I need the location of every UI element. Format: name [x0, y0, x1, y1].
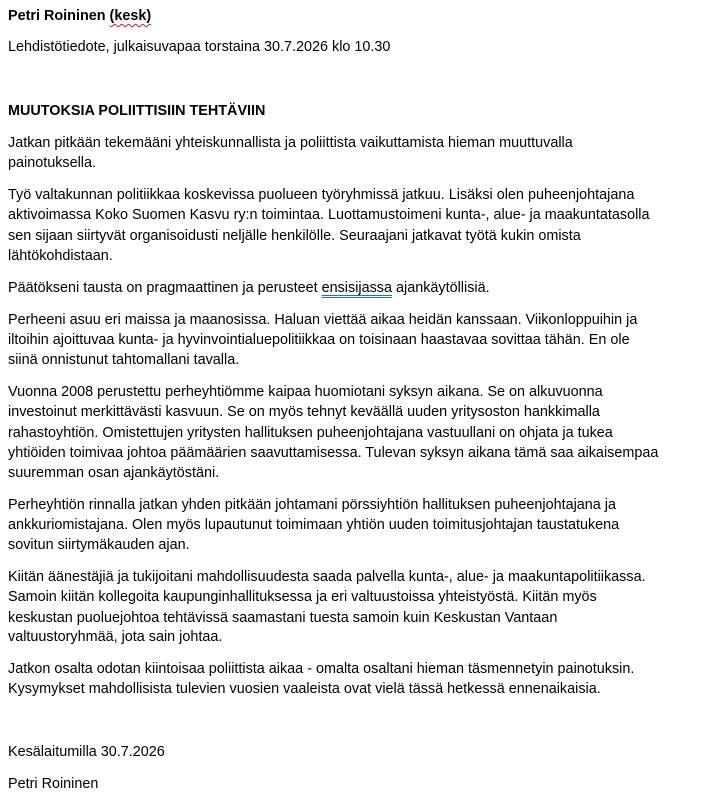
- paragraph-line: Kiitän äänestäjiä ja tukijoitani mahdollisuudesta saada palvella kunta-, alue- ja maakuntapolitiikassa.: [8, 569, 646, 585]
- document-title: MUUTOKSIA POLIITTISIIN TEHTÄVIIN: [8, 103, 266, 119]
- paragraph-line: yhtiöiden toimivaa johtoa päämäärien saavuttamisessa. Tulevan syksyn aikana tämä saa aikaisempaa: [8, 445, 659, 461]
- paragraph-text: ajankäytöllisiä.: [392, 280, 490, 296]
- paragraph-line: suuremman osan ajankäytöstäni.: [8, 465, 220, 481]
- paragraph-line: sovitun siirtymäkauden ajan.: [8, 537, 190, 553]
- paragraph-line: keskustan puoluejohtoa tehtävissä saamastani tuesta samoin kuin Keskustan Vantaan: [8, 610, 558, 626]
- paragraph-line: sen sijaan siirtyvät organisoidusti neljälle henkilölle. Seuraajani jatkavat työtä kukin omista: [8, 228, 581, 244]
- party-abbreviation: (kesk): [109, 8, 152, 24]
- paragraph-line: valtuustoryhmää, jota sain johtaa.: [8, 629, 223, 645]
- signature: Petri Roininen: [8, 776, 99, 792]
- paragraph-line: aktivoimassa Koko Suomen Kasvu ry:n toimintaa. Luottamustoimeni kunta-, alue- ja maakuntatasolla: [8, 207, 650, 223]
- paragraph-line: Jatkan pitkään tekemääni yhteiskunnallista ja poliittista vaikuttamista hieman muuttuvalla: [8, 135, 573, 151]
- paragraph-line: rahastoyhtiön. Omistettujen yritysten hallituksen puheenjohtajana vastuullani on ohjata ja tukea: [8, 425, 613, 441]
- paragraph-line: investoinut merkittävästi kasvuun. Se on myös tehnyt keväällä uuden yritysoston hankkimalla: [8, 404, 600, 420]
- place-and-date: Kesälaitumilla 30.7.2026: [8, 744, 165, 760]
- author-line: [8, 6, 151, 26]
- paragraph-line: Perheyhtiön rinnalla jatkan yhden pitkään johtamani pörssiyhtiön hallituksen puheenjohtajana ja: [8, 497, 617, 513]
- paragraph-line: Samoin kiitän kollegoita kaupunginhallituksessa ja eri valtuustoissa yhteistyöstä. Kiitän myös: [8, 589, 597, 605]
- author-name: Petri Roininen: [8, 8, 106, 24]
- paragraph-line: siinä onnistunut tahtomallani tavalla.: [8, 352, 240, 368]
- release-note: Lehdistötiedote, julkaisuvapaa torstaina 30.7.2026 klo 10.30: [8, 39, 391, 55]
- paragraph-line: Vuonna 2008 perustettu perheyhtiömme kaipaa huomiotani syksyn aikana. Se on alkuvuonna: [8, 384, 603, 400]
- paragraph-line: Työ valtakunnan politiikkaa koskevissa puolueen työryhmissä jatkuu. Lisäksi olen puheenjohtajana: [8, 187, 635, 203]
- paragraph-line: Perheeni asuu eri maissa ja maanosissa. Haluan viettää aikaa heidän kanssaan. Viikonloppuihin ja: [8, 312, 638, 328]
- paragraph-line: painotuksella.: [8, 155, 97, 171]
- paragraph-line: ankkuriomistajana. Olen myös lupautunut toimimaan yhtiön uuden toimitusjohtajan taustatukena: [8, 517, 620, 533]
- paragraph-line: [8, 278, 490, 298]
- paragraph-line: iltoihin ajoittuvaa kunta- ja hyvinvointialuepolitiikkaa on toisinaan haastavaa sovittaa tähän. En ole: [8, 332, 630, 348]
- grammar-flagged-word: ensisijassa: [321, 280, 392, 296]
- paragraph-line: Kysymykset mahdollisista tulevien vuosien vaaleista ovat vielä tässä hetkessä ennenaikaisia.: [8, 681, 601, 697]
- paragraph-line: Jatkon osalta odotan kiintoisaa poliittista aikaa - omalta osaltani hieman täsmennetyin painotuksin.: [8, 661, 635, 677]
- paragraph-line: lähtökohdistaan.: [8, 248, 113, 264]
- paragraph-text: Päätökseni tausta on pragmaattinen ja perusteet: [8, 280, 322, 296]
